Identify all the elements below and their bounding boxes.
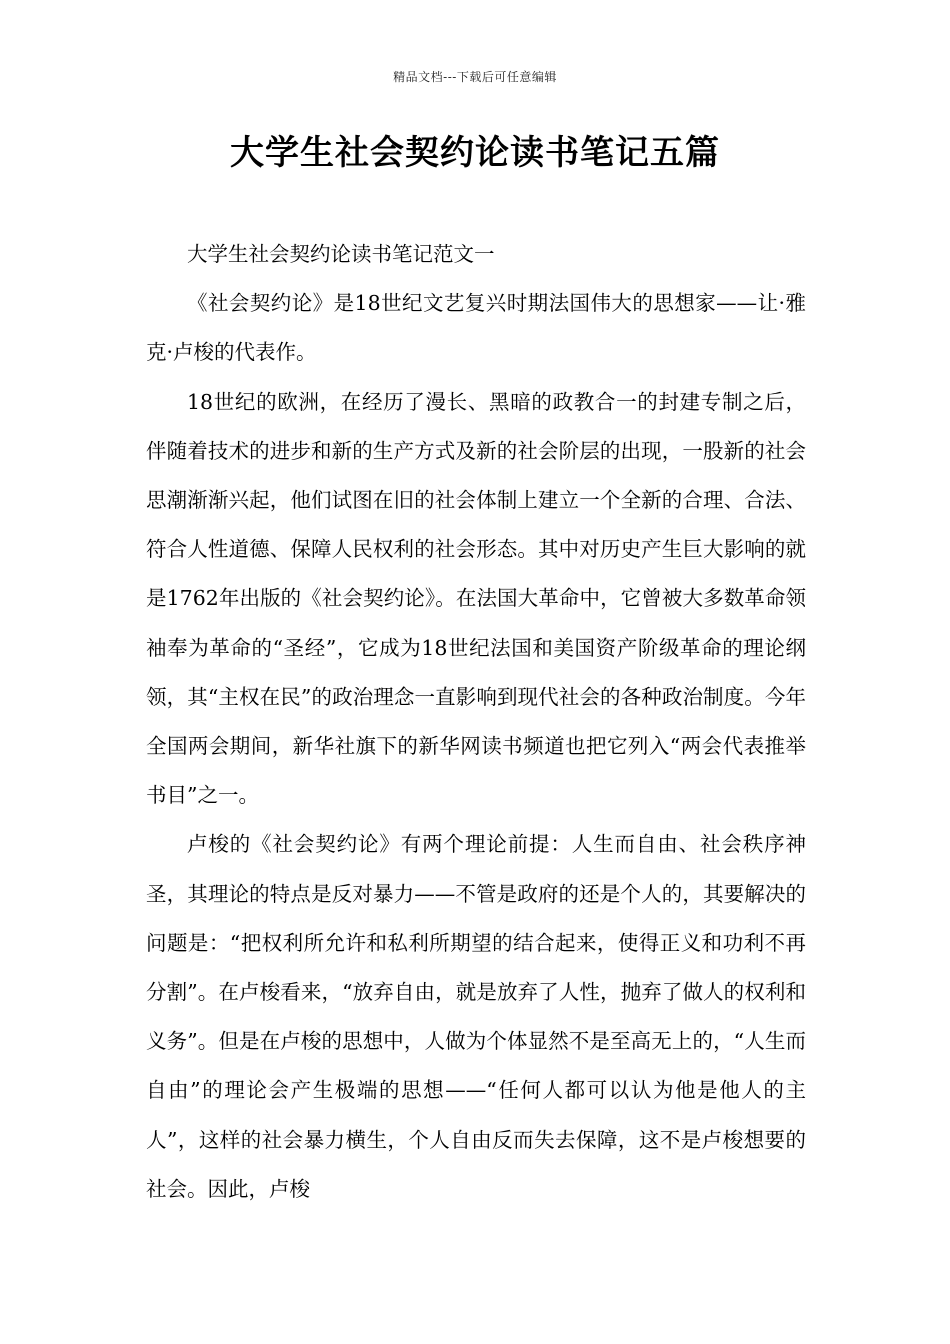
document-title: 大学生社会契约论读书笔记五篇 [230, 133, 720, 173]
paragraph: 18世纪的欧洲，在经历了漫长、黑暗的政教合一的封建专制之后，伴随着技术的进步和新的生产方式及新的社会阶层的出现，一股新的社会思潮渐渐兴起，他们试图在旧的社会体制上建立一个全新的合理、合法、符合人性道德、保障人民权利的社会形态。其中对历史产生巨大影响的就是1762年出版的《社会契约论》。在法国大革命中，它曾被大多数革命领袖奉为革命的“圣经”，它成为18世纪法国和美国资产阶级革命的理论纲领，其“主权在民”的政治理念一直影响到现代社会的各种政治制度。今年全国两会期间，新华社旗下的新华网读书频道也把它列入“两会代表推举书目”之一。 [146, 389, 806, 808]
header-note: 精品文档---下载后可任意编辑 [393, 70, 557, 84]
document-body [146, 230, 806, 1214]
paragraph: 卢梭的《社会契约论》有两个理论前提：人生而自由、社会秩序神圣，其理论的特点是反对暴力——不管是政府的还是个人的，其要解决的问题是：“把权利所允许和私利所期望的结合起来，使得正义和功利不再分割”。在卢梭看来，“放弃自由，就是放弃了人性，抛弃了做人的权利和义务”。但是在卢梭的思想中，人做为个体显然不是至高无上的，“人生而自由”的理论会产生极端的思想——“任何人都可以认为他是他人的主人”，这样的社会暴力横生，个人自由反而失去保障，这不是卢梭想要的社会。因此，卢梭 [146, 832, 806, 1201]
paragraph-subtitle: 大学生社会契约论读书笔记范文一 [187, 242, 495, 266]
paragraph: 《社会契约论》是18世纪文艺复兴时期法国伟大的思想家——让·雅克·卢梭的代表作。 [146, 291, 806, 365]
